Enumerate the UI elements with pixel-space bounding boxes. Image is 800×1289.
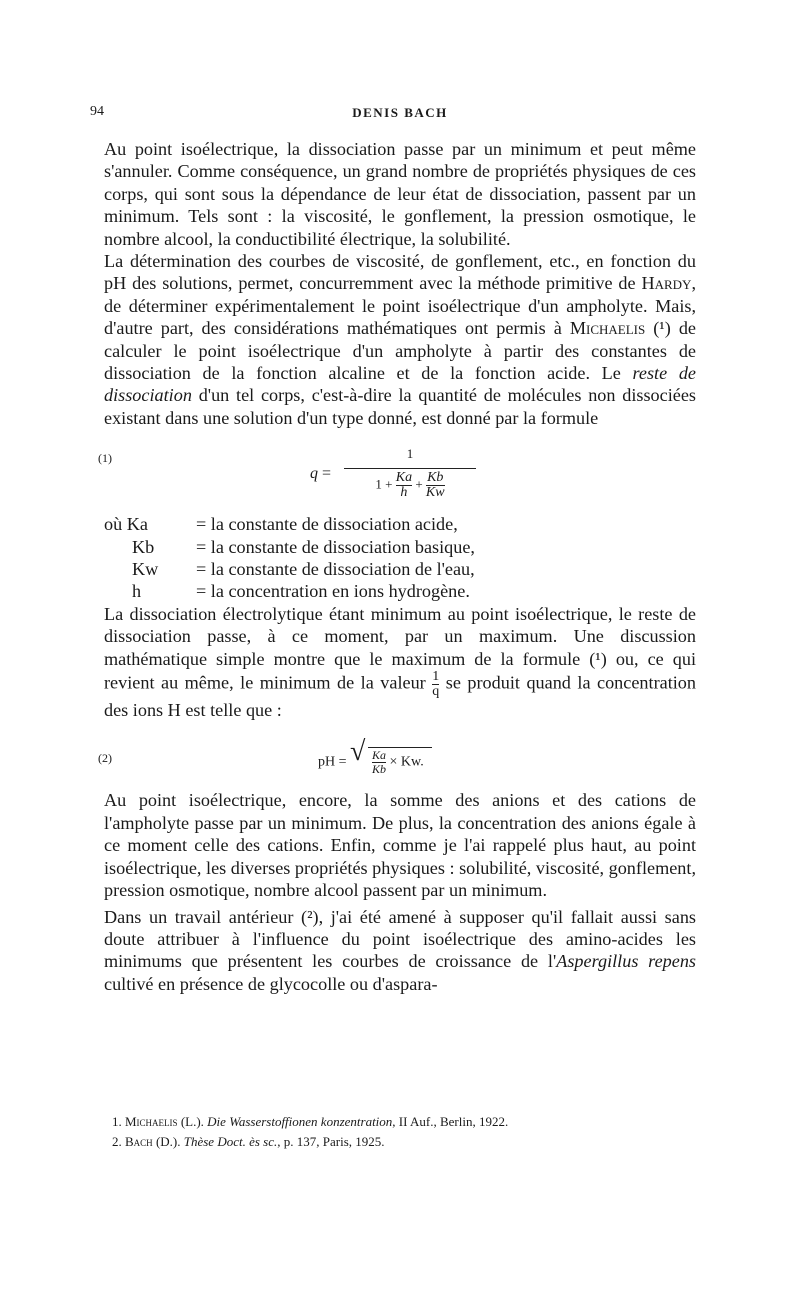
- kb: Kb: [427, 469, 444, 485]
- definition-text: = la constante de dissociation basique,: [196, 536, 475, 557]
- frac-ka-h: [396, 471, 412, 500]
- ka: Ka: [395, 469, 413, 485]
- definitions-list: [104, 513, 696, 603]
- formula-ph: [318, 736, 432, 777]
- equation-2: [98, 735, 696, 781]
- square-root: [350, 736, 432, 777]
- footnote-rest: , p. 137, Paris, 1925.: [277, 1134, 385, 1149]
- text-run: La détermination des courbes de viscosité, de gonflement, etc., en fonction du pH des solutions, permet, concurremment avec la méthode primitive de: [104, 251, 696, 294]
- footnote-ref: (¹): [589, 648, 607, 669]
- equation-1: [98, 443, 696, 509]
- running-header: [90, 104, 696, 124]
- numerator: 1: [432, 669, 440, 685]
- footnote-1: [104, 1112, 696, 1132]
- footnote-title: Die Wasserstoffionen konzentration: [207, 1114, 393, 1129]
- denominator: [344, 469, 476, 500]
- definition-row: [104, 536, 696, 558]
- footnote-rest: , II Auf., Berlin, 1922.: [392, 1114, 509, 1129]
- definition-text: = la constante de dissociation acide,: [196, 514, 458, 535]
- paragraph-5: [104, 906, 696, 996]
- definition-text: = la concentration en ions hydrogène.: [196, 581, 470, 602]
- ph-label: pH =: [318, 755, 351, 771]
- definition-text: = la constante de dissociation de l'eau,: [196, 559, 475, 580]
- definition-symbol: h: [132, 581, 142, 602]
- h: h: [400, 484, 408, 500]
- equals-sign: =: [322, 465, 332, 483]
- body-text: [98, 138, 697, 995]
- paragraph-1: Au point isoélectrique, la dissociation passe par un minimum et peut même s'annuler. Comme conséquence, un grand nombre de propriétés physiques de ces corps, qui sont sous la dépendance de leur état de dissociation, passent par un minimum. Tels sont : la viscosité, le gonflement, la pression osmotique, le nombre alcool, la conductibilité électrique, la solubilité.: [104, 139, 696, 249]
- equation-number: (1): [98, 451, 112, 466]
- footnote-2: [104, 1132, 696, 1152]
- frac-ka-kb: [372, 749, 386, 776]
- page-number: 94: [90, 104, 104, 119]
- kw: Kw: [425, 484, 445, 500]
- paragraph-3: [104, 603, 696, 722]
- radicand: [368, 747, 432, 776]
- footnote-ref: (¹): [653, 318, 671, 339]
- footnote-author: Michaelis: [125, 1114, 178, 1129]
- ka: Ka: [372, 748, 387, 763]
- text-run: , de déterminer expérimentalement le point isoélectrique d'un ampholyte. Mais, d'autre part, des considérations mathématiques ont permis à: [104, 273, 696, 339]
- text-run: d'un tel corps, c'est-à-dire la quantité de molécules non dissociées existant dans une solution d'un type donné, est donné par la formule: [104, 385, 696, 428]
- definition-row: [104, 558, 696, 580]
- author-hardy: Hardy: [641, 273, 692, 294]
- text-run: ou, ce qui revient au même, le minimum de la valeur: [104, 648, 696, 693]
- italic-term: reste de dissociation: [104, 363, 696, 406]
- paragraph-2: [104, 250, 696, 429]
- text-run: cultivé en présence de glycocolle ou d'aspara-: [104, 973, 438, 994]
- author-michaelis: Michaelis: [569, 318, 646, 339]
- italic-term: Aspergillus repens: [556, 951, 696, 972]
- text-run: se produit quand la concentration des ions H est telle que :: [104, 672, 696, 721]
- denominator: q: [432, 684, 440, 700]
- footnote-title: Thèse Doct. ès sc.: [183, 1134, 278, 1149]
- footnote-initial: (L.).: [177, 1114, 208, 1129]
- footnote-initial: (D.).: [152, 1134, 184, 1149]
- numerator: 1: [344, 443, 476, 468]
- var-q: q: [310, 465, 318, 483]
- plus: +: [412, 476, 426, 492]
- radical-sign: √: [350, 736, 366, 768]
- definition-symbol: Kw: [132, 559, 159, 580]
- equation-number: (2): [98, 751, 112, 766]
- den-one: 1 +: [375, 476, 396, 492]
- definition-symbol: Kb: [132, 536, 155, 557]
- times-kw: × Kw.: [386, 755, 424, 771]
- fraction: [344, 443, 476, 499]
- running-title: DENIS BACH: [352, 105, 448, 120]
- footnote-author: Bach: [125, 1134, 153, 1149]
- paragraph-4: Au point isoélectrique, encore, la somme des anions et des cations de l'ampholyte passe par un minimum. De plus, la concentration des anions égale à ce moment celle des cations. Enfin, comme je l'ai rappelé plus haut, au point isoélectrique, les diverses propriétés physiques : solubilité, viscosité, gonflement, pression osmotique, nombre alcool passent par un minimum.: [104, 790, 696, 901]
- definition-row: [104, 580, 696, 602]
- text-run: Dans un travail antérieur: [104, 906, 302, 927]
- text-run: , j'ai été amené à supposer qu'il fallait aussi sans doute attribuer à l'influence du point isoélectrique des amino-acides les minimums que présentent les courbes de croissance de l': [104, 906, 696, 972]
- footnotes: [104, 1112, 696, 1152]
- frac-kb-kw: [426, 471, 445, 500]
- definition-symbol: où Ka: [104, 514, 148, 535]
- text-run: de calculer le point isoélectrique d'un ampholyte à partir des constantes de dissociation de la fonction alcaline et de la fonction acide. Le: [104, 318, 697, 384]
- kb: Kb: [372, 762, 387, 777]
- footnote-number: 1.: [112, 1114, 122, 1129]
- footnote-ref: (²): [301, 906, 319, 927]
- definition-row: [104, 513, 696, 535]
- text-run: La dissociation électrolytique étant minimum au point isoélectrique, le reste de dissociation passe, à ce moment, par un maximum. Une discussion mathématique simple montre que le maximum de la formule: [104, 603, 696, 669]
- footnote-number: 2.: [112, 1134, 122, 1149]
